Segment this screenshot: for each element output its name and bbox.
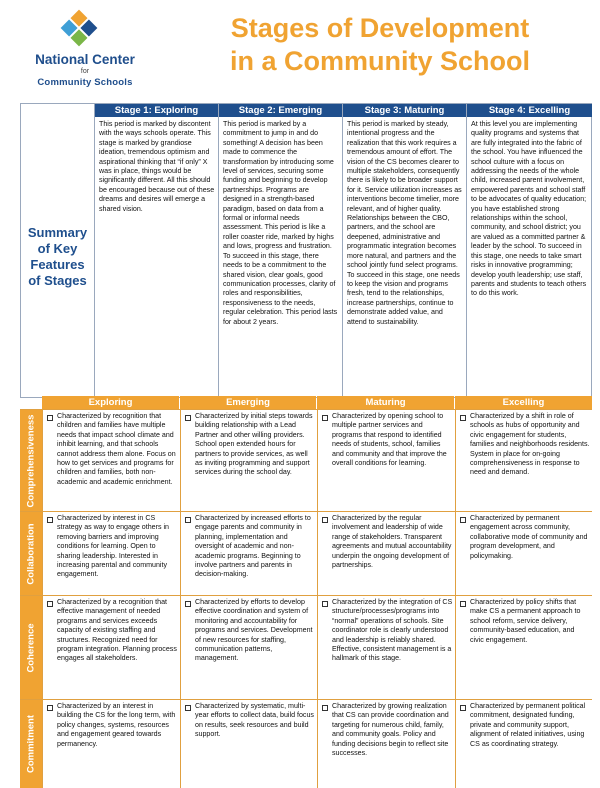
stage-heading: Stage 3: Maturing (343, 104, 466, 117)
cell-text: Characterized by systematic, multi-year efforts to collect data, build focus on results, seek resources and build support. (195, 702, 314, 739)
row-label-text: Coherence (25, 622, 37, 673)
row-label-text: Commitment (25, 714, 37, 774)
feature-cell (180, 700, 317, 788)
stage-column-emerging (218, 104, 342, 397)
row-label-text: Collaboration (25, 522, 37, 585)
feature-cell (180, 410, 317, 511)
checkbox-icon (185, 705, 191, 711)
cell-text: Characterized by interest in CS strategy as way to engage others in removing barriers and improving conditions for learning. Open to sharing leadership. Interested in increasing parental and community engagement. (57, 514, 169, 579)
row-label-text: Comprehensiveness (25, 414, 37, 507)
cell-text: Characterized by permanent engagement across community, collaborative mode of community and program development, and policymaking. (470, 514, 588, 560)
cell-text: Characterized by increased efforts to engage parents and community in planning, implementation and oversight of academic and non-academic programs. Beginning to involve partners and parents in decision-making. (195, 514, 311, 579)
feature-cell (317, 596, 455, 699)
cell-text: Characterized by the regular involvement and leadership of wide range of stakeholders. Transparent agreements and mutual accountability underpin the ongoing development of partnerships. (332, 514, 452, 570)
feature-cell (42, 410, 180, 511)
checkbox-icon (322, 601, 328, 607)
checkbox-icon (460, 601, 466, 607)
page-title (160, 12, 600, 78)
feature-cell (455, 410, 592, 511)
feature-cell (180, 512, 317, 595)
logo-diamond-icon (57, 6, 101, 50)
cell-text: Characterized by the integration of CS structure/processes/programs into “normal” operations of schools. Site coordinator role is clearly understood and leadership is reliably shared. Effective, consistent management is a hallmark of this stage. (332, 598, 453, 663)
checkbox-icon (460, 517, 466, 523)
checkbox-icon (322, 415, 328, 421)
cell-text: Characterized by recognition that children and families have multiple needs that impact school climate and inhibit learning, and that schools cannot address them alone. Focus on how to get services and programs for children and families, both non-academic and academic enrichment. (57, 412, 176, 486)
stage-description: At this level you are implementing quality programs and systems that are fully integrated into the fabric of the school. You have influenced the school culture with a focus on addressing the needs of the whole child, increased parent involvement, empowered parents and school staff to be advocates of quality education; you have established strong relationships within the school, community, and school district; you are valued as a committed partner & leader by the school. To succeed in this stage, one needs to take smart risks in innovative programming; develop youth leadership; use staff, parents and students to teach others to do this work. (471, 120, 587, 298)
feature-cell (455, 596, 592, 699)
feature-cell (455, 700, 592, 788)
stage-column-exploring (94, 104, 218, 397)
feature-cell (42, 596, 180, 699)
cell-text: Characterized by an interest in building the CS for the long term, with policy changes, systems, resources and engagement geared towards permanency. (57, 702, 176, 748)
cell-text: Characterized by growing realization that CS can provide coordination and targeting for numerous child, family, and community goals. Policy and funding decisions begin to reflect site successes. (332, 702, 449, 758)
stage-column-excelling (466, 104, 592, 397)
cell-text: Characterized by policy shifts that make CS a permanent approach to school reform, service delivery, community-based education, and civic engagement. (470, 598, 581, 644)
cell-text: Characterized by permanent political commitment, designated funding, private and community support, alignment of related initiatives, using CS as coordinating strategy. (470, 702, 586, 748)
feature-cell (180, 596, 317, 699)
stage-description: This period is marked by steady, intentional progress and the realization that this work requires a tremendous amount of effort. The vision of the CS becomes clearer to multiple stakeholders, consequently there is likely to be broader support for it. Service utilization increases as interventions become timelier, more relevant, and of higher quality. Relationships between the CBO, partners, and the school are deepened, administrative and programmatic integration becomes more natural, and partners and the school jointly fund select programs. To succeed in this stage, one needs to keep the vision and programs fresh, tend to the relationships, increase partnerships, continue to demonstrate added value, and attend to sustainability. (347, 120, 462, 326)
checkbox-icon (460, 415, 466, 421)
stage-heading: Stage 2: Emerging (219, 104, 342, 117)
cell-text: Characterized by initial steps towards building relationship with a Lead Partner and other willing providers. School open extended hours for partners to provide services, as well as inviting programming and support services during the school day. (195, 412, 313, 477)
checkbox-icon (460, 705, 466, 711)
checkbox-icon (47, 601, 53, 607)
checkbox-icon (47, 705, 53, 711)
feature-cell (317, 512, 455, 595)
feature-cell (317, 700, 455, 788)
stage-description: This period is marked by a commitment to jump in and do something! A decision has been made to commence the transformation by introducing some level of services, securing some funding and beginning to develop partnerships. Programs are designed in a strength-based paradigm, based on data from a formal or informal needs assessment. This period is like a roller coaster ride, marked by highs and lows, progress and frustration. To succeed in this stage, there needs to be a commitment to the shared vision, clear goals, good communication processes, clarity of roles and responsibilities, responsiveness to the needs, regular celebration. This period lasts for about 2 years. (223, 120, 338, 326)
checkbox-icon (185, 415, 191, 421)
feature-cell (42, 512, 180, 595)
cell-text: Characterized by a recognition that effective management of needed programs and services exceeds capacity of existing staffing and structures. Recognized need for program integration. Planning process engages all stakeholders. (57, 598, 177, 663)
logo-subtitle: Community Schools (37, 77, 133, 88)
row-label (20, 596, 42, 699)
stage-heading: Stage 4: Excelling (467, 104, 592, 117)
column-header-maturing: Maturing (317, 396, 454, 409)
stages-summary-table (20, 103, 592, 398)
feature-cell (317, 410, 455, 511)
feature-row-collaboration (20, 511, 592, 595)
cell-text: Characterized by opening school to multiple partner services and programs that respond to identified needs of students, school, families and community and that improve the overall conditions for learning. (332, 412, 447, 468)
checkbox-icon (185, 517, 191, 523)
checkbox-icon (47, 517, 53, 523)
row-label (20, 700, 42, 788)
page-title-line2: in a Community School (229, 46, 531, 76)
row-label (20, 512, 42, 595)
logo (20, 6, 150, 90)
stage-heading: Stage 1: Exploring (95, 104, 218, 117)
column-header-exploring: Exploring (42, 396, 179, 409)
column-header-excelling: Excelling (455, 396, 592, 409)
features-table (20, 396, 592, 788)
feature-row-coherence (20, 595, 592, 699)
summary-label: Summary of Key Features of Stages (27, 225, 88, 288)
feature-row-comprehensiveness (20, 409, 592, 511)
logo-name: National Center (35, 52, 135, 67)
checkbox-icon (322, 705, 328, 711)
row-label (20, 410, 42, 511)
stage-description: This period is marked by discontent with the ways schools operate. This stage is marked by grandiose ideation, tremendous optimism and aspirational thinking that “if only” X was in place, things would be significantly different. All this should be encouraged because out of these dreams and desires will emerge a shared vision. (99, 120, 215, 213)
checkbox-icon (185, 601, 191, 607)
feature-cell (455, 512, 592, 595)
checkbox-icon (322, 517, 328, 523)
column-header-emerging: Emerging (180, 396, 316, 409)
feature-row-commitment (20, 699, 592, 788)
logo-for: for (80, 68, 90, 75)
cell-text: Characterized by a shift in role of schools as hubs of opportunity and civic engagement for students, families and neighborhoods residents. System in place for on-going comprehensiveness in response to need and demand. (470, 412, 590, 477)
stage-column-maturing (342, 104, 466, 397)
cell-text: Characterized by efforts to develop effective coordination and system of monitoring and accountability for programs and services. Development of new resources for staffing, communication patterns, management. (195, 598, 313, 663)
feature-cell (42, 700, 180, 788)
checkbox-icon (47, 415, 53, 421)
page-title-line1: Stages of Development (230, 13, 530, 43)
